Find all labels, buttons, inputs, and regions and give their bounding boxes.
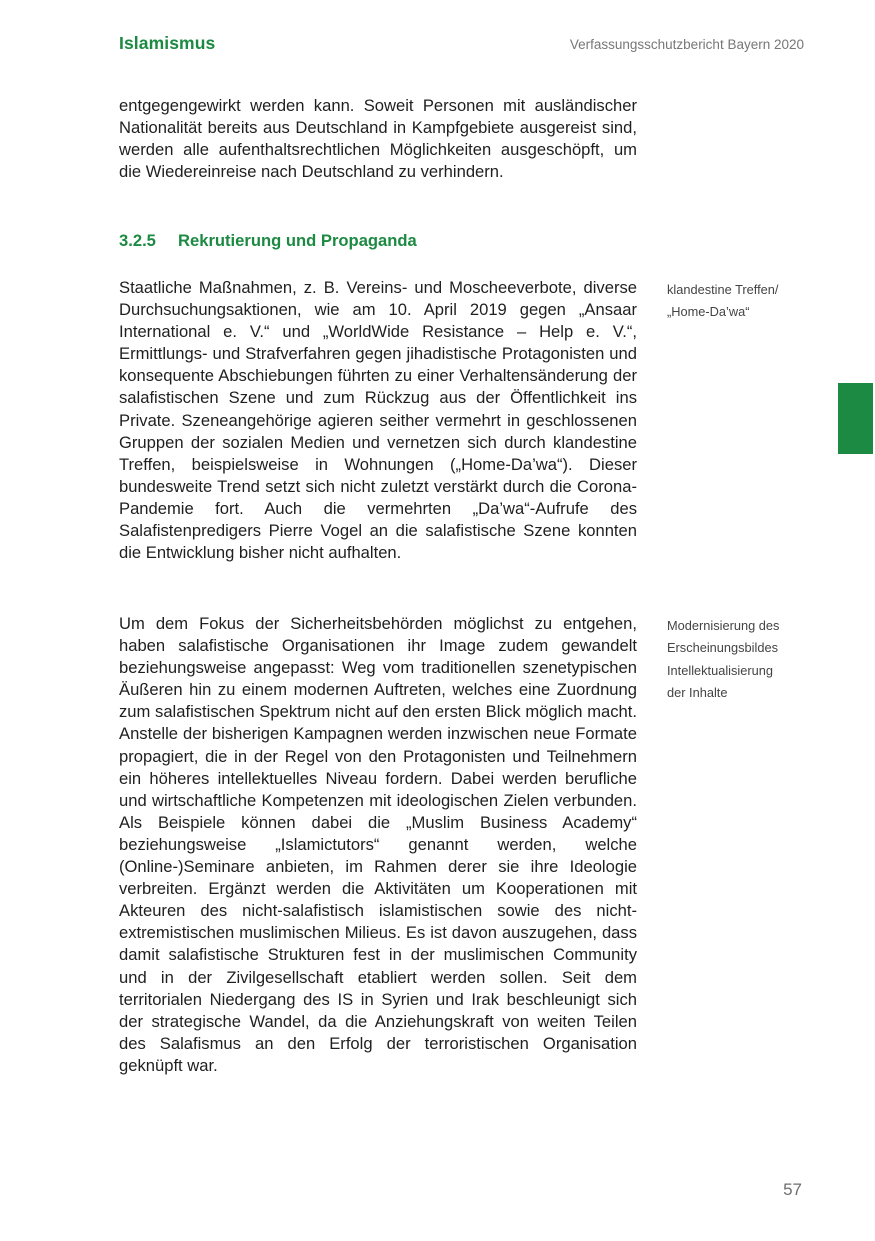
- margin-note-line: der Inhalte: [667, 684, 728, 700]
- page-number: 57: [783, 1180, 802, 1199]
- margin-note-line: Erscheinungsbildes: [667, 640, 778, 656]
- margin-note-line: Modernisierung des: [667, 618, 780, 633]
- margin-note-line: klandestine Treffen/: [667, 282, 779, 297]
- section-title: Rekrutierung und Propaganda: [178, 231, 417, 250]
- margin-note-2: [667, 615, 837, 704]
- section-heading: [119, 231, 417, 251]
- chapter-tab-marker: [838, 383, 873, 454]
- section-number: 3.2.5: [119, 231, 156, 250]
- margin-note-line: Intellektualisierung: [667, 662, 773, 678]
- body-paragraph-3: Um dem Fokus der Sicherheitsbehörden möglichst zu entgehen, haben salafistische Organisationen ihr Image zudem gewandelt beziehungsweise angepasst: Weg vom traditionellen szenetypischen Äußeren hin zu einem modernen Auftreten, welches eine Zuordnung zum salafistischen Spektrum nicht auf den ersten Blick möglich macht. Anstelle der bisherigen Kampagnen werden inzwischen neue Formate propagiert, die in der Regel von den Protagonisten und Teilnehmern ein höheres intellektuelles Niveau fordern. Dabei werden berufliche und wirtschaftliche Kompetenzen mit ideologischen Zielen verbunden. Als Beispiele können dabei die „Muslim Business Academy“ beziehungsweise „Islamictutors“ genannt werden, welche (Online-)Seminare anbieten, im Rahmen derer sie ihre Ideologie verbreiten. Ergänzt werden die Aktivitäten um Kooperationen mit Akteuren des nicht-salafistisch islamistischen sowie des nicht-extremistischen muslimischen Milieus. Es ist davon auszugehen, dass damit salafistische Strukturen fest in der muslimischen Community und in der Zivilgesellschaft etabliert werden sollen. Seit dem territorialen Niedergang des IS in Syrien und Irak beschleunigt sich der strategische Wandel, da die Anziehungskraft von weiten Teilen des Salafismus an den Erfolg der terroristischen Organisation geknüpft war.: [119, 614, 637, 1075]
- margin-note-1: [667, 279, 837, 324]
- body-paragraph-2: Staatliche Maßnahmen, z. B. Vereins- und Moscheeverbote, diverse Durchsuchungsaktionen, wie am 10. April 2019 gegen „Ansaar International e. V.“ und „WorldWide Resistance – Help e. V.“, Ermittlungs- und Strafverfahren gegen jihadistische Protagonisten und konsequente Abschiebungen führten zu einer Verhaltensänderung der salafistischen Szene und zum Rückzug aus der Öffentlichkeit ins Private. Szeneangehörige agieren seither vermehrt in geschlossenen Gruppen der sozialen Medien und vernetzen sich durch klandestine Treffen, beispielsweise in Wohnungen („Home-Da’wa“). Dieser bundesweite Trend setzt sich nicht zuletzt verstärkt durch die Corona-Pandemie fort. Auch die vermehrten „Da’wa“-Aufrufe des Salafistenpredigers Pierre Vogel an die salafistische Szene konnten die Entwicklung bisher nicht aufhalten.: [119, 278, 637, 563]
- running-header-publication: Verfassungsschutzbericht Bayern 2020: [569, 37, 804, 52]
- body-paragraph-1: entgegengewirkt werden kann. Soweit Personen mit ausländischer Nationalität bereits aus Deutschland in Kampfgebiete ausgereist sind, werden alle aufenthaltsrechtlichen Möglichkeiten ausgeschöpft, um die Wiedereinreise nach Deutschland zu verhindern.: [119, 96, 637, 182]
- margin-note-line: „Home-Da’wa“: [667, 304, 750, 320]
- running-header-section: Islamismus: [119, 33, 216, 53]
